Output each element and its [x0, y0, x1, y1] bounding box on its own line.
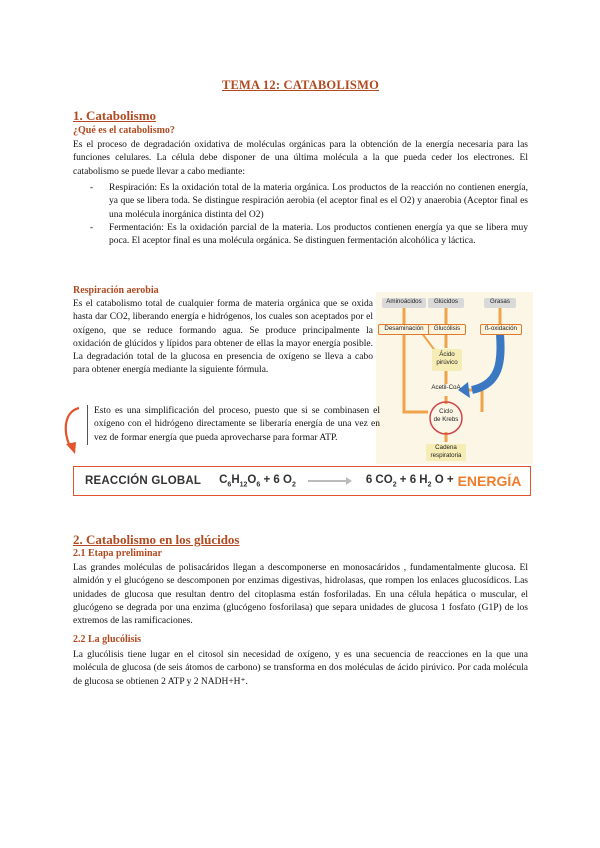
global-reaction-label: REACCIÓN GLOBAL [85, 475, 202, 487]
krebs-cycle-label: Ciclo de Krebs [433, 408, 459, 423]
catabolism-diagram [376, 292, 533, 464]
acetyl-coa-label: Acetil-CoA [431, 384, 461, 391]
section-2-1-text: Las grandes moléculas de polisacáridos llegan a descomponerse en monosacáridos , fundamentalmente glucosa. El almidón y el glucógeno se descomponen por enzimas digestivas, hidrolasas, que rompen los enlaces glucosídicos. Las unidades de glucosa que resultan dentro del citoplasma están fosforiladas. En una célula hepática o muscular, el glucógeno se degrada por una enzima (glucógeno fosforilasa) que separa unidades de glucosa 1 fosfato (G1P) de los extremos de las ramificaciones. [73, 563, 528, 627]
section-1-intro: Es el proceso de degradación oxidativa de moléculas orgánicas para la obtención de la energía necesaria para las funciones celulares. La célula debe disponer de una última molécula a la que pueda ceder los electrones. El catabolismo se puede llevar a cabo mediante: [73, 140, 528, 177]
reactants-formula: $C_6H_{12}O_6 + 6$ $O_2$ [219, 473, 296, 489]
document-title: TEMA 12: CATABOLISMO [221, 78, 380, 92]
section-2-2-text: La glucólisis tiene lugar en el citosol sin necesidad de oxígeno, y es una secuencia de reacciones en la que una molécula de glucosa (de seis átomos de carbono) se transforma en dos moléculas de ácido pirúvico. Por cada molécula de glucosa se obtienen 2 ATP y 2 NADH+H⁺. [73, 650, 528, 687]
deamination-box: Desaminación [378, 324, 430, 335]
fats-box: Grasas [484, 298, 516, 308]
list-item: - Respiración: Es la oxidación total de la materia orgánica. Los productos de la reacción no contienen energía, ya que se libera toda. Se distingue respiración aerobia (el aceptor final es el O2) y anaerobia (Aceptor final es una molécula inorgánica distinta del O2) [90, 183, 528, 220]
section-2-2-heading: 2.2 La glucólisis [73, 634, 142, 645]
energy-label: ENERGÍA [457, 473, 522, 489]
glycolysis-box: Glucólisis [428, 324, 466, 335]
list-item: - Fermentación: Es la oxidación parcial de la materia. Los productos contienen energía ya que se libera muy poca. El aceptor final es una molécula orgánica. Se distinguen fermentación alcohólica y láctica. [90, 222, 528, 247]
section-2-heading: 2. Catabolismo en los glúcidos [73, 532, 240, 547]
reaction-arrow-icon [308, 480, 348, 482]
aminoacids-box: Aminoácidos [382, 298, 426, 308]
diagram-arrows [376, 292, 533, 464]
global-reaction-banner [73, 466, 531, 496]
aerobic-heading: Respiración aerobia [73, 285, 159, 296]
aerobic-text: Es el catabolismo total de cualquier forma de materia orgánica que se oxida hasta dar CO2, liberando energía e hidrógenos, los cuales son aceptados por el oxígeno, que se reduce formando agua. Se produce principalmente la oxidación de glúcidos y lípidos para obtener de ellas la mayor energía posible. La degradación total de la glucosa en presencia de oxígeno se lleva a cabo para obtener energía mediante la siguiente fórmula. [73, 299, 373, 376]
pyruvic-acid-box: Ácido pirúvico [432, 349, 462, 371]
section-1-question: ¿Qué es el catabolismo? [73, 125, 175, 136]
beta-oxidation-box: ß-oxidación [480, 324, 522, 335]
section-2-1-heading: 2.1 Etapa preliminar [73, 548, 162, 559]
glucids-box: Glúcidos [428, 298, 464, 308]
catabolism-types-list [73, 182, 528, 248]
products-formula: 6 $CO_2 + 6$ $H_2$ O + [365, 473, 454, 489]
respiratory-chain-box: Cadena respiratoria [426, 444, 466, 461]
simplification-note: Esto es una simplificación del proceso, puesto que si se combinasen el oxígeno con el hidrógeno directamente se liberaría energía de una vez en vez de formar energía que pueda aprovecharse para formar ATP. [87, 405, 380, 445]
curved-arrow-icon [61, 400, 85, 456]
section-1-heading: 1. Catabolismo [73, 108, 157, 123]
